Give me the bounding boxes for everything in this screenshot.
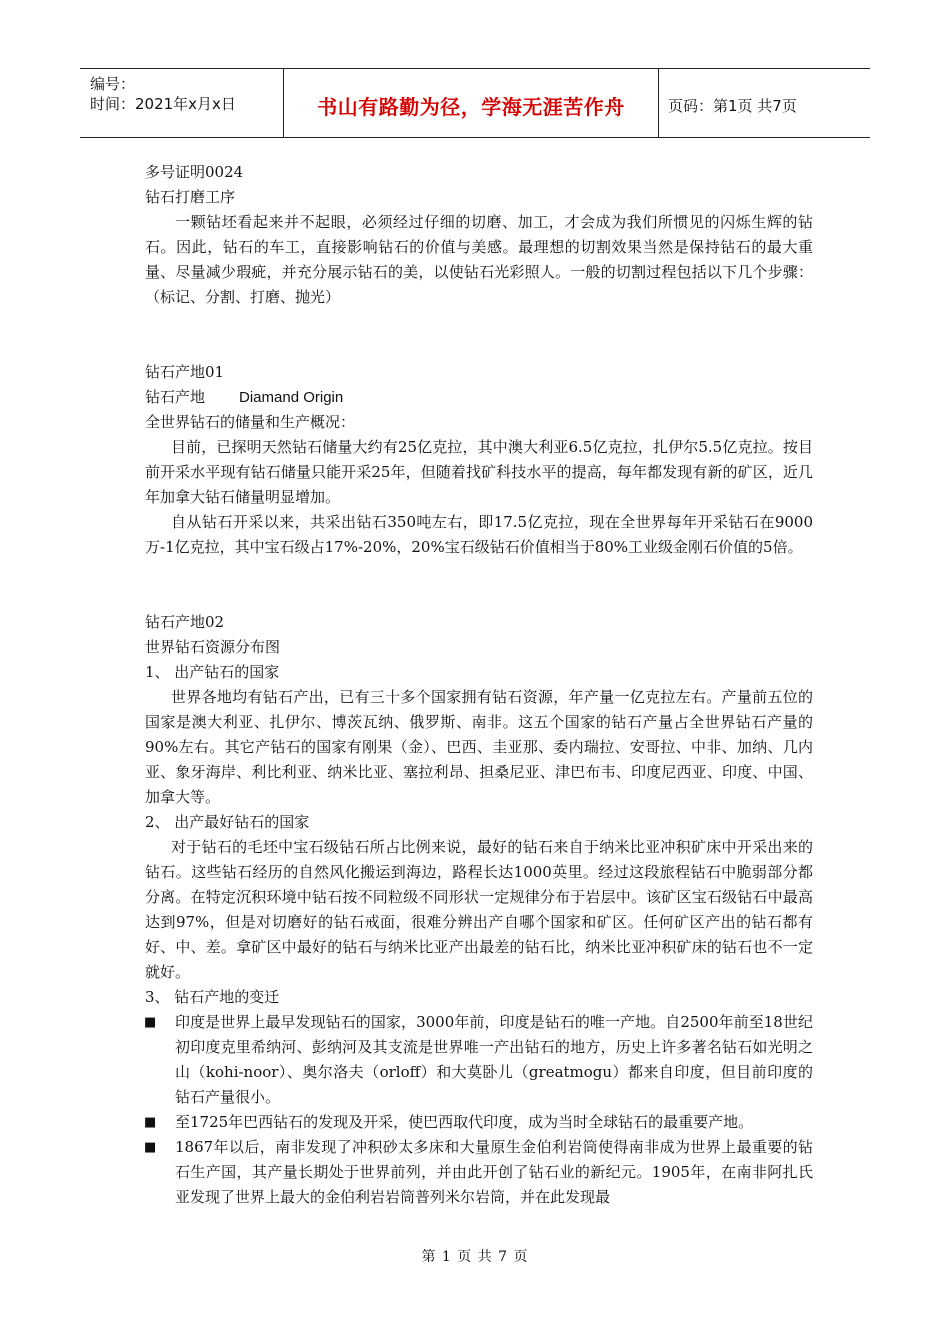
section-2-subtitle <box>145 385 813 410</box>
section-3-heading-3: 3、 钻石产地的变迁 <box>145 988 280 1006</box>
bullet-text: 印度是世界上最早发现钻石的国家，3000年前，印度是钻石的唯一产地。自2500年前至18世纪初印度克里希纳河、彭纳河及其支流是世界唯一产出钻石的地方，历史上许多著名钻石如光明之山（kohi-noor）、奥尔洛夫（orloff）和大莫卧儿（greatmogu）都来自印度，但目前印度的钻石产量很小。 <box>175 1013 813 1106</box>
page-header <box>80 68 870 138</box>
bullet-square-icon: ■ <box>144 1015 157 1030</box>
section-2-title: 钻石产地01 <box>145 363 225 381</box>
spacer <box>145 310 813 360</box>
section-3-paragraph-1: 世界各地均有钻石产出，已有三十多个国家拥有钻石资源，年产量一亿克拉左右。产量前五位的国家是澳大利亚、扎伊尔、博茨瓦纳、俄罗斯、南非。这五个国家的钻石产量占全世界钻石产量的90%左右。其它产钻石的国家有刚果（金）、巴西、圭亚那、委内瑞拉、安哥拉、中非、加纳、几内亚、象牙海岸、利比利亚、纳米比亚、塞拉利昂、担桑尼亚、津巴布韦、印度尼西亚、印度、中国、加拿大等。 <box>145 688 813 806</box>
header-page-cell <box>658 69 870 137</box>
section-3-heading-1: 1、 出产钻石的国家 <box>145 663 280 681</box>
page-footer: 第 1 页 共 7 页 <box>421 1249 529 1265</box>
document-date-label: 时间：2021年x月x日 <box>90 95 236 113</box>
bullet-text: 1867年以后，南非发现了冲积砂太多床和大量原生金伯利岩筒使得南非成为世界上最重要的钻石生产国，其产量长期处于世界前列，并由此开创了钻石业的新纪元。1905年，在南非阿扎氏亚发现了世界上最大的金伯利岩岩筒普列米尔岩筒，并在此发现最 <box>175 1138 813 1206</box>
bullet-text: 至1725年巴西钻石的发现及开采，使巴西取代印度，成为当时全球钻石的最重要产地。 <box>175 1113 754 1131</box>
section-2-subtitle-cn: 钻石产地 <box>145 388 206 406</box>
section-3-subtitle: 世界钻石资源分布图 <box>145 638 281 656</box>
section-2-heading: 全世界钻石的储量和生产概况： <box>145 413 356 431</box>
header-info-cell <box>80 69 283 137</box>
document-number-label: 编号： <box>90 75 136 93</box>
header-motto-cell <box>283 69 659 137</box>
section-3-heading-2: 2、 出产最好钻石的国家 <box>145 813 310 831</box>
section-3-paragraph-2: 对于钻石的毛坯中宝石级钻石所占比例来说，最好的钻石来自于纳米比亚冲积矿床中开采出来的钻石。这些钻石经历的自然风化搬运到海边，路程长达1000英里。经过这段旅程钻石中脆弱部分都分离。在特定沉积环境中钻石按不同粒级不同形状一定规律分布于岩层中。该矿区宝石级钻石中最高达到97%，但是对切磨好的钻石戒面，很难分辨出产自哪个国家和矿区。任何矿区产出的钻石都有好、中、差。拿矿区中最好的钻石与纳米比亚产出最差的钻石比，纳米比亚冲积矿床的钻石也不一定就好。 <box>145 838 813 981</box>
section-3-title: 钻石产地02 <box>145 613 225 631</box>
spacer <box>145 560 813 610</box>
section-1-title: 多号证明0024 <box>145 163 244 181</box>
bullet-item <box>145 1135 813 1210</box>
document-body <box>145 160 813 1210</box>
bullet-item <box>145 1110 813 1135</box>
bullet-item <box>145 1010 813 1110</box>
bullet-square-icon: ■ <box>144 1115 157 1130</box>
section-1-subtitle: 钻石打磨工序 <box>145 188 236 206</box>
header-page-number: 页码：第1页 共7页 <box>668 97 797 115</box>
section-2-paragraph-1: 目前，已探明天然钻石储量大约有25亿克拉，其中澳大利亚6.5亿克拉，扎伊尔5.5亿克拉。按目前开采水平现有钻石储量只能开采25年，但随着找矿科技水平的提高，每年都发现有新的矿区，近几年加拿大钻石储量明显增加。 <box>145 438 813 506</box>
bullet-square-icon: ■ <box>144 1140 157 1155</box>
section-1-paragraph: 一颗钻坯看起来并不起眼，必须经过仔细的切磨、加工，才会成为我们所惯见的闪烁生辉的钻石。因此，钻石的车工，直接影响钻石的价值与美感。最理想的切割效果当然是保持钻石的最大重量、尽量减少瑕疵，并充分展示钻石的美，以使钻石光彩照人。一般的切割过程包括以下几个步骤：（标记、分割、打磨、抛光） <box>145 213 813 306</box>
section-2-paragraph-2: 自从钻石开采以来，共采出钻石350吨左右，即17.5亿克拉，现在全世界每年开采钻石在9000万-1亿克拉，其中宝石级占17%-20%，20%宝石级钻石价值相当于80%工业级金刚石价值的5倍。 <box>145 513 813 556</box>
section-2-subtitle-en: Diamand Origin <box>239 389 344 406</box>
header-motto: 书山有路勤为径，学海无涯苦作舟 <box>317 95 625 119</box>
